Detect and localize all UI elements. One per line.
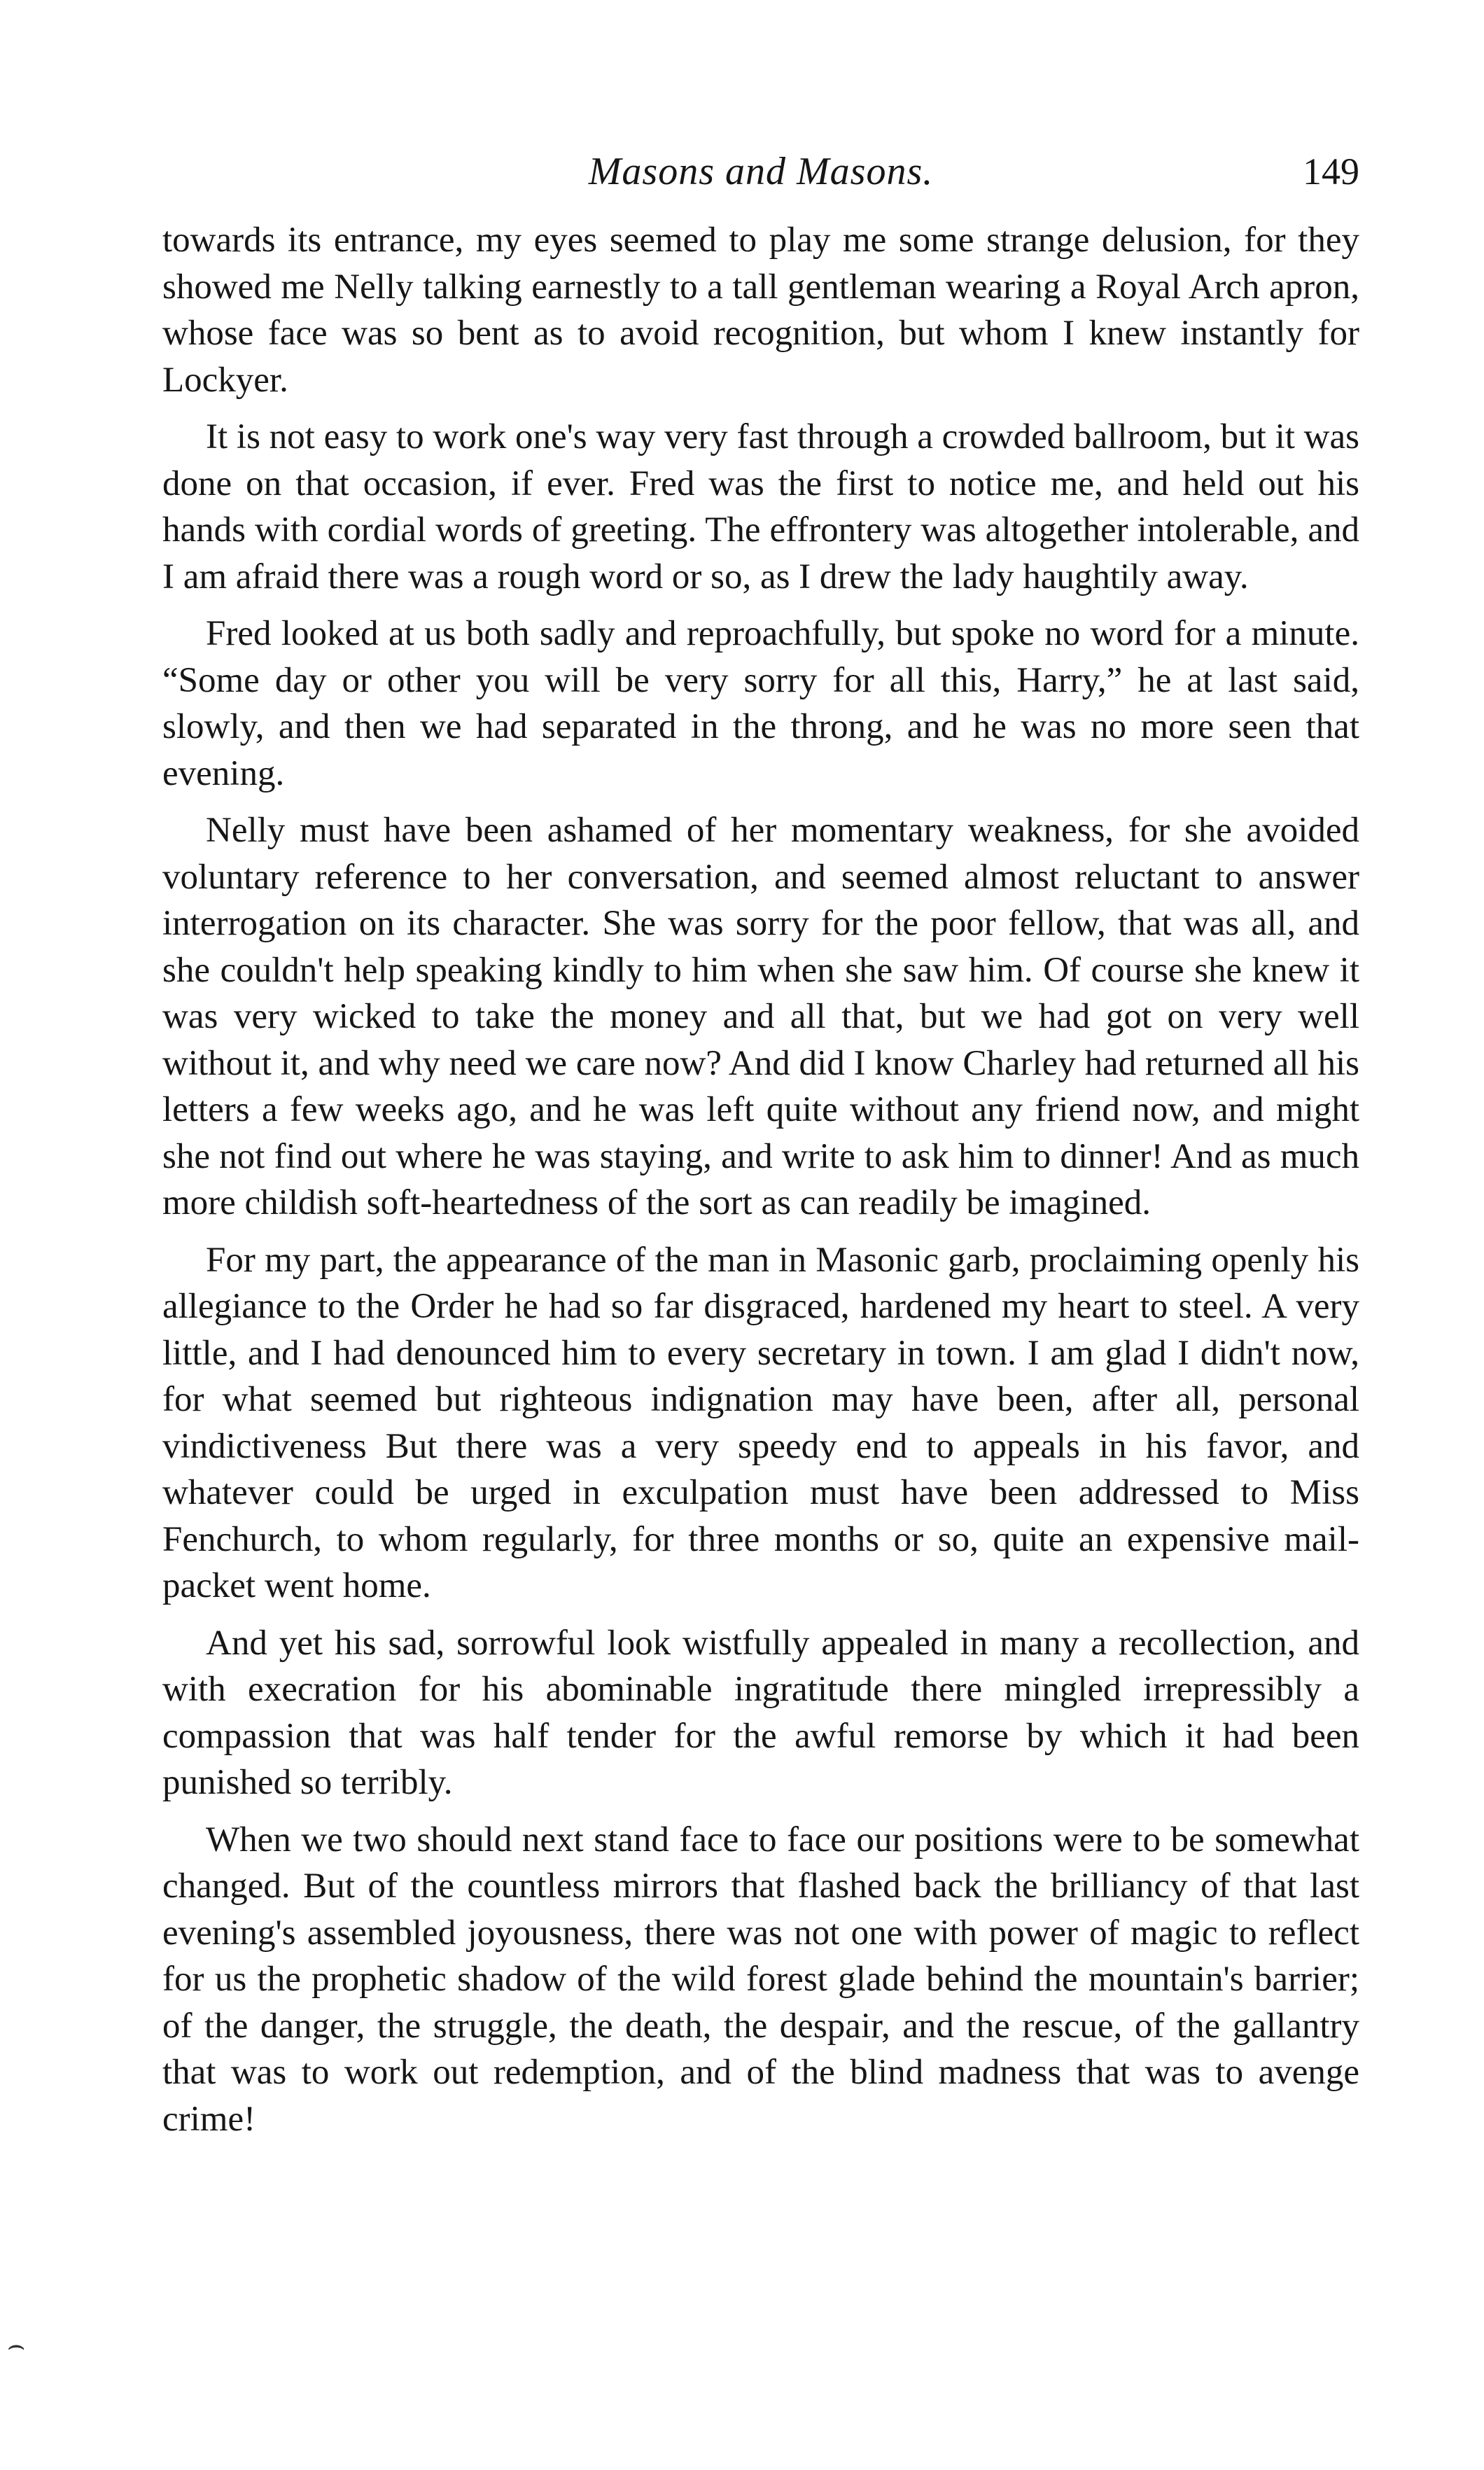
paragraph-7: When we two should next stand face to face our positions were to be somewhat changed. But of the countless mirrors that flashed back the brilliancy of that last evening's assembled joyousness, there was not one with power of magic to reflect for us the prophetic shadow of the wild forest glade behind the mountain's barrier; of the danger, the struggle, the death, the despair, and the rescue, of the gallantry that was to work out redemption, and of the blind madness that was to avenge crime! [162, 1820, 1359, 2139]
body-text [162, 217, 1359, 2153]
margin-mark: ⌢ [7, 2329, 26, 2361]
running-head [162, 144, 1359, 200]
paragraph-6: And yet his sad, sorrowful look wistfully appealed in many a recollection, and with execration for his abominable ingratitude there mingled irrepressibly a compassion that was half tender for the awful remorse by which it had been punished so terribly. [162, 1623, 1359, 1802]
paragraph-3: Fred looked at us both sadly and reproachfully, but spoke no word for a minute. “Some day or other you will be very sorry for all this, Harry,” he at last said, slowly, and then we had separated in the throng, and he was no more seen that evening. [162, 614, 1359, 793]
page-number: 149 [1303, 151, 1359, 193]
running-title: Masons and Masons. [588, 150, 934, 193]
paragraph-5: For my part, the appearance of the man in Masonic garb, proclaiming openly his allegiance to the Order he had so far disgraced, hardened my heart to steel. A very little, and I had denounced him to every secretary in town. I am glad I didn't now, for what seemed but righteous indignation may have been, after all, personal vindictiveness But there was a very speedy end to appeals in his favor, and whatever could be urged in exculpation must have been addressed to Miss Fenchurch, to whom regularly, for three months or so, quite an expensive mail-packet went home. [162, 1240, 1359, 1605]
paragraph-1: towards its entrance, my eyes seemed to play me some strange delusion, for they showed me Nelly talking earnestly to a tall gentleman wearing a Royal Arch apron, whose face was so bent as to avoid recognition, but whom I knew instantly for Lockyer. [162, 221, 1359, 400]
paragraph-4: Nelly must have been ashamed of her momentary weakness, for she avoided voluntary reference to her conversation, and seemed almost reluctant to answer interrogation on its character. She was sorry for the poor fellow, that was all, and she couldn't help speaking kindly to him when she saw him. Of course she knew it was very wicked to take the money and all that, but we had got on very well without it, and why need we care now? And did I know Charley had returned all his letters a few weeks ago, and he was left quite without any friend now, and might she not find out where he was staying, and write to ask him to dinner! And as much more childish soft-heartedness of the sort as can readily be imagined. [162, 811, 1359, 1222]
paragraph-2: It is not easy to work one's way very fast through a crowded ballroom, but it was done on that occasion, if ever. Fred was the first to notice me, and held out his hands with cordial words of greeting. The effrontery was altogether intolerable, and I am afraid there was a rough word or so, as I drew the lady haughtily away. [162, 417, 1359, 596]
